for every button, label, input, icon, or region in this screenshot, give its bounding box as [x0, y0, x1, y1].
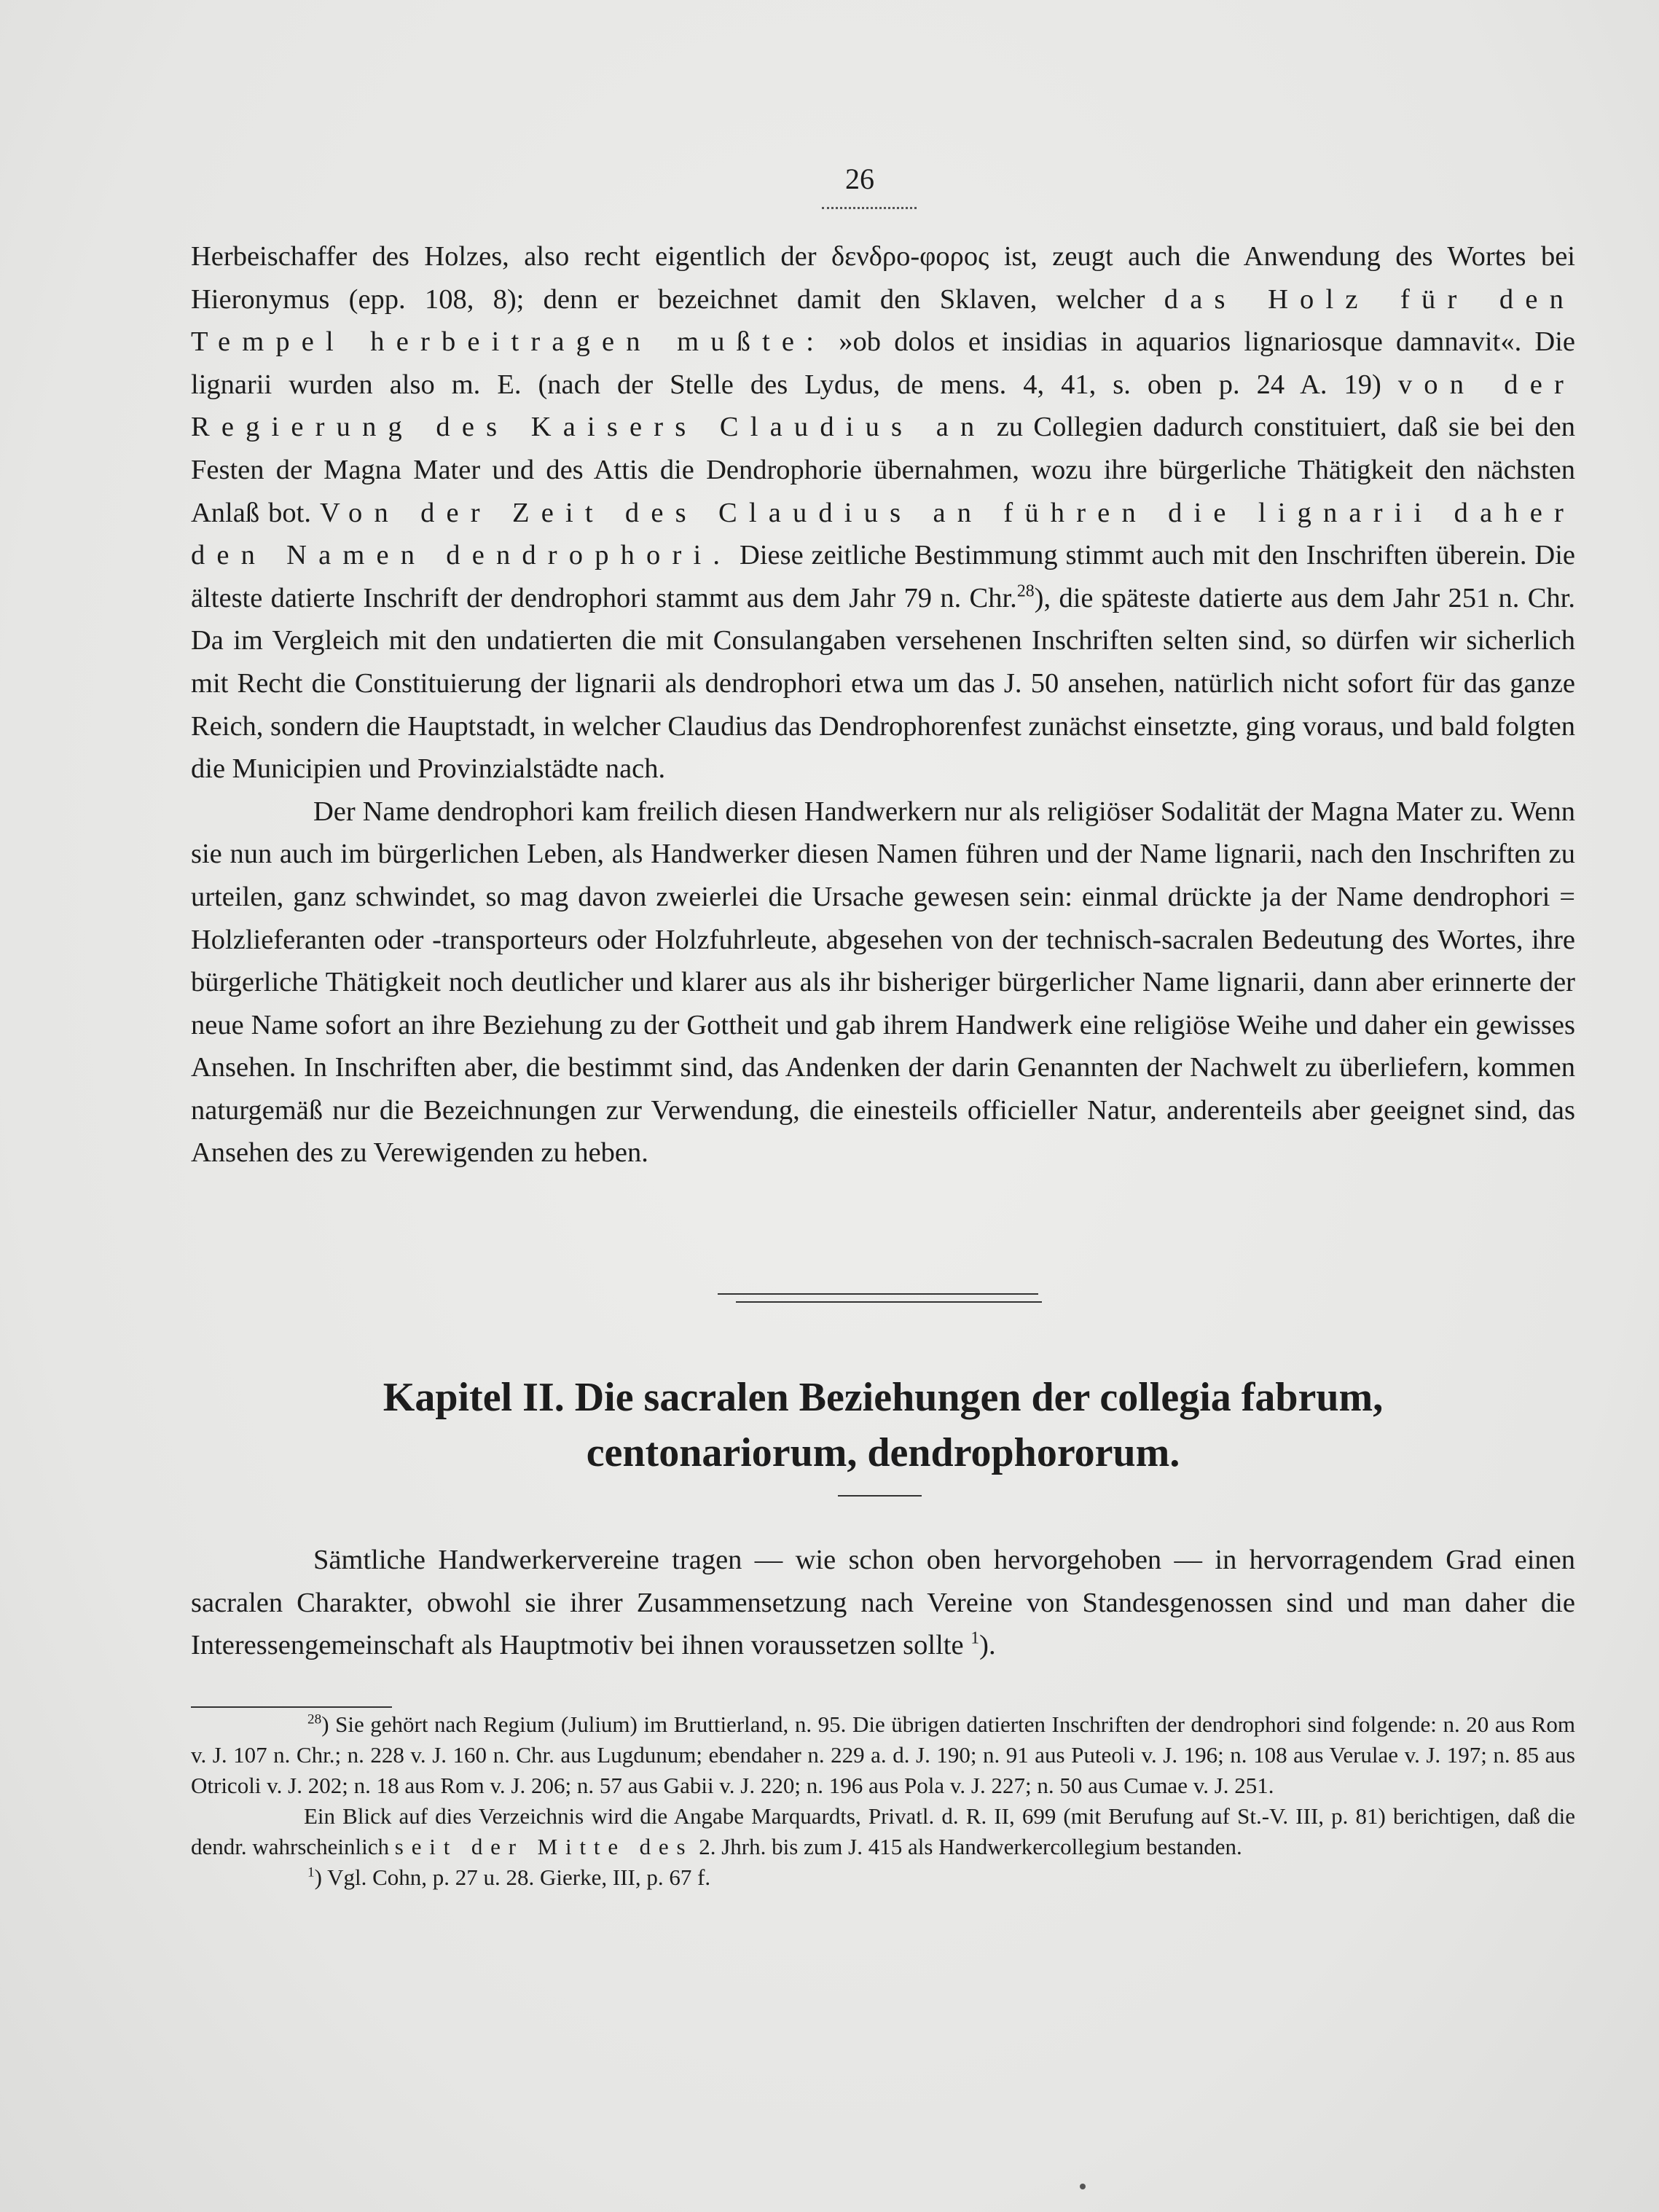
paragraph-1-part-d: Diese zeitliche Bestimmung stimmt auch mit den Inschriften überein. Die älteste datierte Inschrift der dendrophori stammt aus dem Jahr 79 n. Chr.	[191, 540, 1575, 613]
chapter-heading-line-2: centonariorum, dendrophororum.	[586, 1430, 1180, 1475]
footnote-28-continuation	[191, 1801, 1575, 1862]
section-separator-rule	[718, 1293, 1038, 1295]
spaced-emphasis-1: das Holz für den Tempel herbeitragen mußte:	[191, 283, 1576, 358]
paragraph-2: Der Name dendrophori kam freilich diesen Handwerkern nur als religiöser Sodalität der Magna Mater zu. Wenn sie nun auch im bürgerlichen Leben, als Handwerker diesen Namen führen und der Name lignarii, nach den Inschriften zu urteilen, ganz schwindet, so mag davon zweierlei die Ursache gewesen sein: einmal drückte ja der Name dendrophori = Holzlieferanten oder -transporteurs oder Holzfuhrleute, abgesehen von der technisch-sacralen Bedeutung des Wortes, ihre bürgerliche Thätigkeit noch deutlicher und klarer aus als ihr bisheriger bürgerlicher Name lignarii, dann aber erinnerte der neue Name sofort an ihre Beziehung zu der Gottheit und gab ihrem Handwerk eine religiöse Weihe und daher ein gewisses Ansehen. In Inschriften aber, die bestimmt sind, das Andenken der darin Genannten der Nachwelt zu überliefern, kommen naturgemäß nur die Bezeichnungen zur Verwendung, die einesteils officieller Natur, anderenteils aber geeignet sind, das Ansehen des zu Verewigenden zu heben.	[191, 796, 1575, 1169]
footnote-28	[191, 1709, 1575, 1801]
footnote-rule	[191, 1706, 392, 1708]
ink-speck	[1080, 2184, 1086, 2189]
chapter-heading-line-1: Kapitel II. Die sacralen Beziehungen der collegia fabrum,	[383, 1375, 1384, 1420]
section-separator-rule-2	[736, 1301, 1042, 1303]
chapter-heading	[191, 1370, 1575, 1480]
spaced-emphasis-3: Von der Zeit des Claudius an führen die lignarii daher den Namen dendrophori.	[191, 497, 1575, 571]
paragraph-1	[191, 235, 1575, 791]
footnote-28-mark: 28	[307, 1711, 322, 1727]
paragraph-3-text: Sämtliche Handwerkervereine tragen — wie schon oben hervorgehoben — in hervorragendem Grad einen sacralen Charakter, obwohl sie ihrer Zusammensetzung nach Vereine von Standesgenossen sind und man daher die Interessengemeinschaft als Hauptmotiv bei ihnen voraussetzen sollte	[191, 1545, 1575, 1661]
paragraph-1-part-c: zu Collegien dadurch constituiert, daß sie bei den Festen der Magna Mater und des Attis die Dendrophorie übernahmen, wozu ihre bürgerliche Thätigkeit den nächsten Anlaß bot.	[191, 412, 1575, 528]
paragraph-1-part-e: ), die späteste datierte aus dem Jahr 251 n. Chr. Da im Vergleich mit den undatierten die mit Consulangaben versehenen Inschriften selten sind, so dürfen wir sicherlich mit Recht die Constituierung der lignarii als dendrophori etwa um das J. 50 ansehen, natürlich nicht sofort für das ganze Reich, sondern die Hauptstadt, in welcher Claudius das Dendrophorenfest zunächst einsetzte, ging voraus, und bald folgten die Municipien und Provinzialstädte nach.	[191, 582, 1575, 785]
spaced-emphasis-2: von der Regierung des Kaisers Claudius an	[191, 369, 1575, 443]
footnote-spaced-emphasis: seit der Mitte des	[394, 1834, 694, 1859]
footnote-ref-28: 28	[1016, 581, 1035, 601]
footnote-ref-1: 1	[970, 1628, 980, 1648]
chapter-heading-rule	[838, 1495, 922, 1497]
main-text-section-2	[191, 1539, 1575, 1667]
footnote-28-cont-b: 2. Jhrh. bis zum J. 415 als Handwerkercollegium bestanden.	[693, 1834, 1242, 1859]
page-number-ornament	[822, 203, 917, 209]
paragraph-3-end: ).	[979, 1630, 996, 1661]
main-text-section-1	[191, 235, 1575, 1174]
footnote-28-cont-a: Ein Blick auf dies Verzeichnis wird die Angabe Marquardts, Privatl. d. R. II, 699 (mit Berufung auf St.-V. III, p. 81) berichtigen, daß die dendr. wahrscheinlich	[191, 1803, 1575, 1859]
footnote-1	[191, 1862, 1575, 1893]
page-number: 26	[845, 162, 874, 195]
paragraph-1-part-b: »ob dolos et insidias in aquarios lignariosque damnavit«. Die lignarii wurden also m. E. (nach der Stelle des Lydus, de mens. 4, 41, s. oben p. 24 A. 19)	[191, 326, 1575, 400]
paragraph-1-part-a: Herbeischaffer des Holzes, also recht eigentlich der δενδρο-φορος ist, zeugt auch die Anwendung des Wortes bei Hieronymus (epp. 108, 8); denn er bezeichnet damit den Sklaven, welcher	[191, 241, 1575, 315]
footnotes	[191, 1709, 1575, 1893]
footnote-1-mark: 1	[307, 1864, 315, 1880]
footnote-28-text: ) Sie gehört nach Regium (Julium) im Bruttierland, n. 95. Die übrigen datierten Inschriften der dendrophori sind folgende: n. 20 aus Rom v. J. 107 n. Chr.; n. 228 v. J. 160 n. Chr. aus Lugdunum; ebendaher n. 229 a. d. J. 190; n. 91 aus Puteoli v. J. 196; n. 108 aus Verulae v. J. 197; n. 85 aus Otricoli v. J. 202; n. 18 aus Rom v. J. 206; n. 57 aus Gabii v. J. 220; n. 196 aus Pola v. J. 227; n. 50 aus Cumae v. J. 251.	[191, 1711, 1575, 1798]
paragraph-3	[191, 1539, 1575, 1667]
footnote-1-text: ) Vgl. Cohn, p. 27 u. 28. Gierke, III, p. 67 f.	[314, 1864, 711, 1890]
